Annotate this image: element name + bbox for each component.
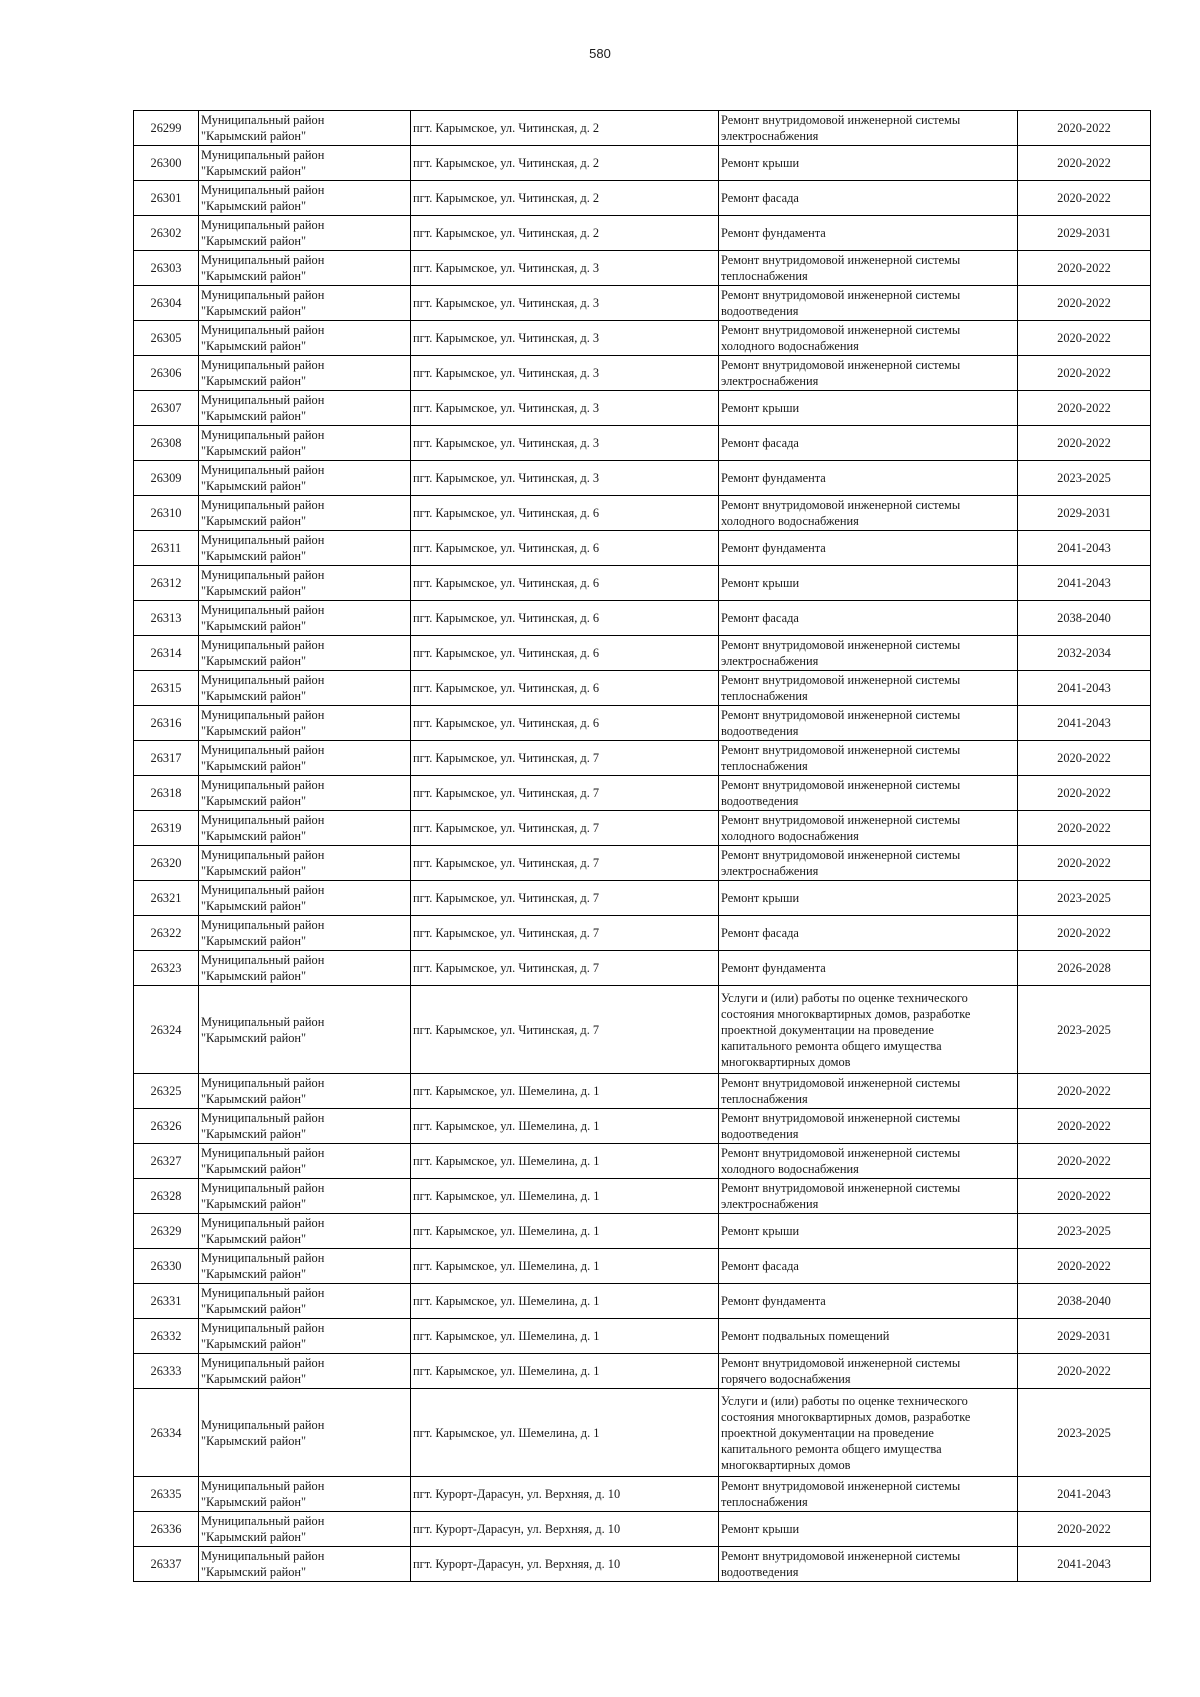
table-row bbox=[134, 426, 1151, 461]
row-number-cell: 26321 bbox=[134, 881, 199, 916]
municipality-cell: Муниципальный район "Карымский район" bbox=[199, 146, 411, 181]
row-number-cell: 26324 bbox=[134, 986, 199, 1074]
row-number-cell: 26332 bbox=[134, 1319, 199, 1354]
municipality-cell: Муниципальный район "Карымский район" bbox=[199, 1354, 411, 1389]
table-row bbox=[134, 531, 1151, 566]
municipality-cell: Муниципальный район "Карымский район" bbox=[199, 461, 411, 496]
table-row bbox=[134, 1354, 1151, 1389]
municipality-cell: Муниципальный район "Карымский район" bbox=[199, 1389, 411, 1477]
row-number-cell: 26328 bbox=[134, 1179, 199, 1214]
period-cell: 2020-2022 bbox=[1018, 776, 1151, 811]
municipality-cell: Муниципальный район "Карымский район" bbox=[199, 1144, 411, 1179]
address-cell: пгт. Карымское, ул. Читинская, д. 6 bbox=[411, 601, 719, 636]
period-cell: 2020-2022 bbox=[1018, 181, 1151, 216]
municipality-cell: Муниципальный район "Карымский район" bbox=[199, 566, 411, 601]
table-row bbox=[134, 916, 1151, 951]
address-cell: пгт. Карымское, ул. Читинская, д. 6 bbox=[411, 566, 719, 601]
municipality-cell: Муниципальный район "Карымский район" bbox=[199, 181, 411, 216]
period-cell: 2041-2043 bbox=[1018, 566, 1151, 601]
municipality-cell: Муниципальный район "Карымский район" bbox=[199, 1249, 411, 1284]
address-cell: пгт. Карымское, ул. Читинская, д. 2 bbox=[411, 216, 719, 251]
work-type-cell: Ремонт внутридомовой инженерной системы водоотведения bbox=[719, 706, 1018, 741]
period-cell: 2041-2043 bbox=[1018, 531, 1151, 566]
municipality-cell: Муниципальный район "Карымский район" bbox=[199, 776, 411, 811]
address-cell: пгт. Карымское, ул. Читинская, д. 7 bbox=[411, 986, 719, 1074]
municipality-cell: Муниципальный район "Карымский район" bbox=[199, 1319, 411, 1354]
row-number-cell: 26308 bbox=[134, 426, 199, 461]
address-cell: пгт. Карымское, ул. Читинская, д. 3 bbox=[411, 321, 719, 356]
municipality-cell: Муниципальный район "Карымский район" bbox=[199, 1512, 411, 1547]
row-number-cell: 26320 bbox=[134, 846, 199, 881]
work-type-cell: Ремонт крыши bbox=[719, 881, 1018, 916]
address-cell: пгт. Карымское, ул. Читинская, д. 7 bbox=[411, 951, 719, 986]
table-row bbox=[134, 1477, 1151, 1512]
address-cell: пгт. Карымское, ул. Читинская, д. 7 bbox=[411, 811, 719, 846]
period-cell: 2020-2022 bbox=[1018, 111, 1151, 146]
period-cell: 2020-2022 bbox=[1018, 1074, 1151, 1109]
work-type-cell: Услуги и (или) работы по оценке технического состояния многоквартирных домов, разработке проектной документации на проведение капитального ремонта общего имущества многоквартирных домов bbox=[719, 1389, 1018, 1477]
table-row bbox=[134, 1109, 1151, 1144]
table-row bbox=[134, 881, 1151, 916]
period-cell: 2032-2034 bbox=[1018, 636, 1151, 671]
row-number-cell: 26301 bbox=[134, 181, 199, 216]
work-type-cell: Ремонт внутридомовой инженерной системы холодного водоснабжения bbox=[719, 321, 1018, 356]
period-cell: 2020-2022 bbox=[1018, 251, 1151, 286]
row-number-cell: 26319 bbox=[134, 811, 199, 846]
row-number-cell: 26317 bbox=[134, 741, 199, 776]
work-type-cell: Ремонт фундамента bbox=[719, 531, 1018, 566]
row-number-cell: 26327 bbox=[134, 1144, 199, 1179]
work-type-cell: Ремонт фундамента bbox=[719, 1284, 1018, 1319]
municipality-cell: Муниципальный район "Карымский район" bbox=[199, 601, 411, 636]
municipality-cell: Муниципальный район "Карымский район" bbox=[199, 391, 411, 426]
table-row bbox=[134, 111, 1151, 146]
address-cell: пгт. Карымское, ул. Читинская, д. 3 bbox=[411, 391, 719, 426]
period-cell: 2020-2022 bbox=[1018, 1109, 1151, 1144]
work-type-cell: Ремонт внутридомовой инженерной системы водоотведения bbox=[719, 776, 1018, 811]
period-cell: 2020-2022 bbox=[1018, 426, 1151, 461]
table-row bbox=[134, 216, 1151, 251]
work-type-cell: Ремонт внутридомовой инженерной системы теплоснабжения bbox=[719, 741, 1018, 776]
municipality-cell: Муниципальный район "Карымский район" bbox=[199, 356, 411, 391]
row-number-cell: 26330 bbox=[134, 1249, 199, 1284]
row-number-cell: 26337 bbox=[134, 1547, 199, 1582]
table-row bbox=[134, 251, 1151, 286]
municipality-cell: Муниципальный район "Карымский район" bbox=[199, 1547, 411, 1582]
period-cell: 2020-2022 bbox=[1018, 391, 1151, 426]
address-cell: пгт. Курорт-Дарасун, ул. Верхняя, д. 10 bbox=[411, 1512, 719, 1547]
municipality-cell: Муниципальный район "Карымский район" bbox=[199, 1109, 411, 1144]
period-cell: 2020-2022 bbox=[1018, 286, 1151, 321]
row-number-cell: 26323 bbox=[134, 951, 199, 986]
municipality-cell: Муниципальный район "Карымский район" bbox=[199, 496, 411, 531]
period-cell: 2020-2022 bbox=[1018, 1354, 1151, 1389]
table-row bbox=[134, 146, 1151, 181]
table-body bbox=[134, 111, 1151, 1582]
address-cell: пгт. Карымское, ул. Читинская, д. 2 bbox=[411, 181, 719, 216]
period-cell: 2023-2025 bbox=[1018, 461, 1151, 496]
address-cell: пгт. Карымское, ул. Читинская, д. 7 bbox=[411, 776, 719, 811]
row-number-cell: 26335 bbox=[134, 1477, 199, 1512]
address-cell: пгт. Курорт-Дарасун, ул. Верхняя, д. 10 bbox=[411, 1477, 719, 1512]
municipality-cell: Муниципальный район "Карымский район" bbox=[199, 671, 411, 706]
period-cell: 2041-2043 bbox=[1018, 706, 1151, 741]
work-type-cell: Ремонт внутридомовой инженерной системы электроснабжения bbox=[719, 1179, 1018, 1214]
period-cell: 2020-2022 bbox=[1018, 1179, 1151, 1214]
work-type-cell: Ремонт внутридомовой инженерной системы холодного водоснабжения bbox=[719, 811, 1018, 846]
work-type-cell: Ремонт крыши bbox=[719, 1512, 1018, 1547]
row-number-cell: 26314 bbox=[134, 636, 199, 671]
row-number-cell: 26313 bbox=[134, 601, 199, 636]
municipality-cell: Муниципальный район "Карымский район" bbox=[199, 636, 411, 671]
table-row bbox=[134, 1512, 1151, 1547]
row-number-cell: 26311 bbox=[134, 531, 199, 566]
table-row bbox=[134, 1214, 1151, 1249]
work-type-cell: Ремонт фасада bbox=[719, 181, 1018, 216]
table-row bbox=[134, 986, 1151, 1074]
municipality-cell: Муниципальный район "Карымский район" bbox=[199, 426, 411, 461]
row-number-cell: 26322 bbox=[134, 916, 199, 951]
municipality-cell: Муниципальный район "Карымский район" bbox=[199, 111, 411, 146]
address-cell: пгт. Карымское, ул. Читинская, д. 7 bbox=[411, 916, 719, 951]
work-type-cell: Ремонт внутридомовой инженерной системы водоотведения bbox=[719, 1547, 1018, 1582]
table-row bbox=[134, 286, 1151, 321]
row-number-cell: 26300 bbox=[134, 146, 199, 181]
address-cell: пгт. Карымское, ул. Читинская, д. 6 bbox=[411, 706, 719, 741]
work-type-cell: Ремонт фундамента bbox=[719, 951, 1018, 986]
table-row bbox=[134, 1319, 1151, 1354]
work-type-cell: Ремонт внутридомовой инженерной системы электроснабжения bbox=[719, 636, 1018, 671]
municipality-cell: Муниципальный район "Карымский район" bbox=[199, 1074, 411, 1109]
work-type-cell: Ремонт фундамента bbox=[719, 461, 1018, 496]
address-cell: пгт. Карымское, ул. Шемелина, д. 1 bbox=[411, 1109, 719, 1144]
period-cell: 2023-2025 bbox=[1018, 1214, 1151, 1249]
work-type-cell: Ремонт подвальных помещений bbox=[719, 1319, 1018, 1354]
table-row bbox=[134, 1074, 1151, 1109]
work-type-cell: Ремонт фасада bbox=[719, 1249, 1018, 1284]
address-cell: пгт. Карымское, ул. Читинская, д. 3 bbox=[411, 251, 719, 286]
municipality-cell: Муниципальный район "Карымский район" bbox=[199, 811, 411, 846]
period-cell: 2020-2022 bbox=[1018, 146, 1151, 181]
municipality-cell: Муниципальный район "Карымский район" bbox=[199, 916, 411, 951]
row-number-cell: 26318 bbox=[134, 776, 199, 811]
address-cell: пгт. Карымское, ул. Шемелина, д. 1 bbox=[411, 1214, 719, 1249]
period-cell: 2029-2031 bbox=[1018, 1319, 1151, 1354]
work-type-cell: Ремонт внутридомовой инженерной системы водоотведения bbox=[719, 1109, 1018, 1144]
address-cell: пгт. Карымское, ул. Шемелина, д. 1 bbox=[411, 1284, 719, 1319]
address-cell: пгт. Карымское, ул. Шемелина, д. 1 bbox=[411, 1144, 719, 1179]
period-cell: 2038-2040 bbox=[1018, 601, 1151, 636]
work-type-cell: Ремонт фундамента bbox=[719, 216, 1018, 251]
table-row bbox=[134, 1144, 1151, 1179]
work-type-cell: Ремонт внутридомовой инженерной системы холодного водоснабжения bbox=[719, 496, 1018, 531]
municipality-cell: Муниципальный район "Карымский район" bbox=[199, 1214, 411, 1249]
row-number-cell: 26312 bbox=[134, 566, 199, 601]
row-number-cell: 26325 bbox=[134, 1074, 199, 1109]
table-row bbox=[134, 391, 1151, 426]
repair-schedule-table bbox=[133, 110, 1151, 1582]
municipality-cell: Муниципальный район "Карымский район" bbox=[199, 951, 411, 986]
period-cell: 2041-2043 bbox=[1018, 1477, 1151, 1512]
row-number-cell: 26299 bbox=[134, 111, 199, 146]
period-cell: 2023-2025 bbox=[1018, 986, 1151, 1074]
work-type-cell: Ремонт внутридомовой инженерной системы теплоснабжения bbox=[719, 251, 1018, 286]
row-number-cell: 26309 bbox=[134, 461, 199, 496]
address-cell: пгт. Карымское, ул. Шемелина, д. 1 bbox=[411, 1354, 719, 1389]
municipality-cell: Муниципальный район "Карымский район" bbox=[199, 706, 411, 741]
work-type-cell: Ремонт внутридомовой инженерной системы теплоснабжения bbox=[719, 671, 1018, 706]
period-cell: 2038-2040 bbox=[1018, 1284, 1151, 1319]
period-cell: 2029-2031 bbox=[1018, 216, 1151, 251]
period-cell: 2026-2028 bbox=[1018, 951, 1151, 986]
period-cell: 2023-2025 bbox=[1018, 881, 1151, 916]
municipality-cell: Муниципальный район "Карымский район" bbox=[199, 251, 411, 286]
page-number: 580 bbox=[589, 46, 611, 61]
table-row bbox=[134, 636, 1151, 671]
work-type-cell: Услуги и (или) работы по оценке технического состояния многоквартирных домов, разработке проектной документации на проведение капитального ремонта общего имущества многоквартирных домов bbox=[719, 986, 1018, 1074]
address-cell: пгт. Карымское, ул. Читинская, д. 3 bbox=[411, 461, 719, 496]
address-cell: пгт. Карымское, ул. Читинская, д. 7 bbox=[411, 741, 719, 776]
period-cell: 2041-2043 bbox=[1018, 1547, 1151, 1582]
work-type-cell: Ремонт крыши bbox=[719, 146, 1018, 181]
address-cell: пгт. Карымское, ул. Читинская, д. 3 bbox=[411, 356, 719, 391]
municipality-cell: Муниципальный район "Карымский район" bbox=[199, 321, 411, 356]
address-cell: пгт. Карымское, ул. Читинская, д. 7 bbox=[411, 881, 719, 916]
table-row bbox=[134, 951, 1151, 986]
row-number-cell: 26334 bbox=[134, 1389, 199, 1477]
municipality-cell: Муниципальный район "Карымский район" bbox=[199, 531, 411, 566]
work-type-cell: Ремонт внутридомовой инженерной системы электроснабжения bbox=[719, 356, 1018, 391]
address-cell: пгт. Карымское, ул. Шемелина, д. 1 bbox=[411, 1319, 719, 1354]
table-row bbox=[134, 1389, 1151, 1477]
period-cell: 2020-2022 bbox=[1018, 846, 1151, 881]
table-row bbox=[134, 776, 1151, 811]
table-row bbox=[134, 181, 1151, 216]
period-cell: 2029-2031 bbox=[1018, 496, 1151, 531]
table-row bbox=[134, 566, 1151, 601]
period-cell: 2041-2043 bbox=[1018, 671, 1151, 706]
table-row bbox=[134, 1249, 1151, 1284]
row-number-cell: 26310 bbox=[134, 496, 199, 531]
table-row bbox=[134, 321, 1151, 356]
row-number-cell: 26303 bbox=[134, 251, 199, 286]
work-type-cell: Ремонт крыши bbox=[719, 1214, 1018, 1249]
table-row bbox=[134, 1284, 1151, 1319]
address-cell: пгт. Карымское, ул. Шемелина, д. 1 bbox=[411, 1249, 719, 1284]
address-cell: пгт. Карымское, ул. Читинская, д. 6 bbox=[411, 531, 719, 566]
address-cell: пгт. Карымское, ул. Шемелина, д. 1 bbox=[411, 1074, 719, 1109]
period-cell: 2020-2022 bbox=[1018, 1249, 1151, 1284]
work-type-cell: Ремонт внутридомовой инженерной системы горячего водоснабжения bbox=[719, 1354, 1018, 1389]
address-cell: пгт. Карымское, ул. Читинская, д. 3 bbox=[411, 426, 719, 461]
work-type-cell: Ремонт фасада bbox=[719, 426, 1018, 461]
table-row bbox=[134, 601, 1151, 636]
work-type-cell: Ремонт крыши bbox=[719, 391, 1018, 426]
address-cell: пгт. Карымское, ул. Читинская, д. 6 bbox=[411, 636, 719, 671]
work-type-cell: Ремонт внутридомовой инженерной системы теплоснабжения bbox=[719, 1477, 1018, 1512]
row-number-cell: 26307 bbox=[134, 391, 199, 426]
row-number-cell: 26316 bbox=[134, 706, 199, 741]
row-number-cell: 26329 bbox=[134, 1214, 199, 1249]
row-number-cell: 26336 bbox=[134, 1512, 199, 1547]
address-cell: пгт. Карымское, ул. Читинская, д. 3 bbox=[411, 286, 719, 321]
row-number-cell: 26305 bbox=[134, 321, 199, 356]
municipality-cell: Муниципальный район "Карымский район" bbox=[199, 1284, 411, 1319]
municipality-cell: Муниципальный район "Карымский район" bbox=[199, 881, 411, 916]
table-row bbox=[134, 356, 1151, 391]
work-type-cell: Ремонт внутридомовой инженерной системы теплоснабжения bbox=[719, 1074, 1018, 1109]
municipality-cell: Муниципальный район "Карымский район" bbox=[199, 986, 411, 1074]
work-type-cell: Ремонт внутридомовой инженерной системы электроснабжения bbox=[719, 846, 1018, 881]
table-row bbox=[134, 846, 1151, 881]
address-cell: пгт. Карымское, ул. Читинская, д. 2 bbox=[411, 146, 719, 181]
table-row bbox=[134, 461, 1151, 496]
table-row bbox=[134, 706, 1151, 741]
row-number-cell: 26306 bbox=[134, 356, 199, 391]
municipality-cell: Муниципальный район "Карымский район" bbox=[199, 741, 411, 776]
row-number-cell: 26331 bbox=[134, 1284, 199, 1319]
municipality-cell: Муниципальный район "Карымский район" bbox=[199, 1477, 411, 1512]
period-cell: 2020-2022 bbox=[1018, 1512, 1151, 1547]
work-type-cell: Ремонт фасада bbox=[719, 601, 1018, 636]
period-cell: 2020-2022 bbox=[1018, 741, 1151, 776]
municipality-cell: Муниципальный район "Карымский район" bbox=[199, 1179, 411, 1214]
period-cell: 2020-2022 bbox=[1018, 811, 1151, 846]
table-row bbox=[134, 671, 1151, 706]
address-cell: пгт. Карымское, ул. Читинская, д. 7 bbox=[411, 846, 719, 881]
work-type-cell: Ремонт крыши bbox=[719, 566, 1018, 601]
address-cell: пгт. Карымское, ул. Шемелина, д. 1 bbox=[411, 1389, 719, 1477]
period-cell: 2020-2022 bbox=[1018, 1144, 1151, 1179]
address-cell: пгт. Карымское, ул. Читинская, д. 2 bbox=[411, 111, 719, 146]
table-row bbox=[134, 1547, 1151, 1582]
address-cell: пгт. Карымское, ул. Шемелина, д. 1 bbox=[411, 1179, 719, 1214]
municipality-cell: Муниципальный район "Карымский район" bbox=[199, 216, 411, 251]
table-row bbox=[134, 496, 1151, 531]
work-type-cell: Ремонт фасада bbox=[719, 916, 1018, 951]
row-number-cell: 26333 bbox=[134, 1354, 199, 1389]
period-cell: 2020-2022 bbox=[1018, 916, 1151, 951]
row-number-cell: 26326 bbox=[134, 1109, 199, 1144]
row-number-cell: 26302 bbox=[134, 216, 199, 251]
work-type-cell: Ремонт внутридомовой инженерной системы холодного водоснабжения bbox=[719, 1144, 1018, 1179]
municipality-cell: Муниципальный район "Карымский район" bbox=[199, 846, 411, 881]
table-row bbox=[134, 1179, 1151, 1214]
period-cell: 2020-2022 bbox=[1018, 356, 1151, 391]
municipality-cell: Муниципальный район "Карымский район" bbox=[199, 286, 411, 321]
address-cell: пгт. Курорт-Дарасун, ул. Верхняя, д. 10 bbox=[411, 1547, 719, 1582]
table-row bbox=[134, 811, 1151, 846]
row-number-cell: 26304 bbox=[134, 286, 199, 321]
address-cell: пгт. Карымское, ул. Читинская, д. 6 bbox=[411, 671, 719, 706]
period-cell: 2023-2025 bbox=[1018, 1389, 1151, 1477]
period-cell: 2020-2022 bbox=[1018, 321, 1151, 356]
work-type-cell: Ремонт внутридомовой инженерной системы электроснабжения bbox=[719, 111, 1018, 146]
work-type-cell: Ремонт внутридомовой инженерной системы водоотведения bbox=[719, 286, 1018, 321]
row-number-cell: 26315 bbox=[134, 671, 199, 706]
address-cell: пгт. Карымское, ул. Читинская, д. 6 bbox=[411, 496, 719, 531]
table-row bbox=[134, 741, 1151, 776]
